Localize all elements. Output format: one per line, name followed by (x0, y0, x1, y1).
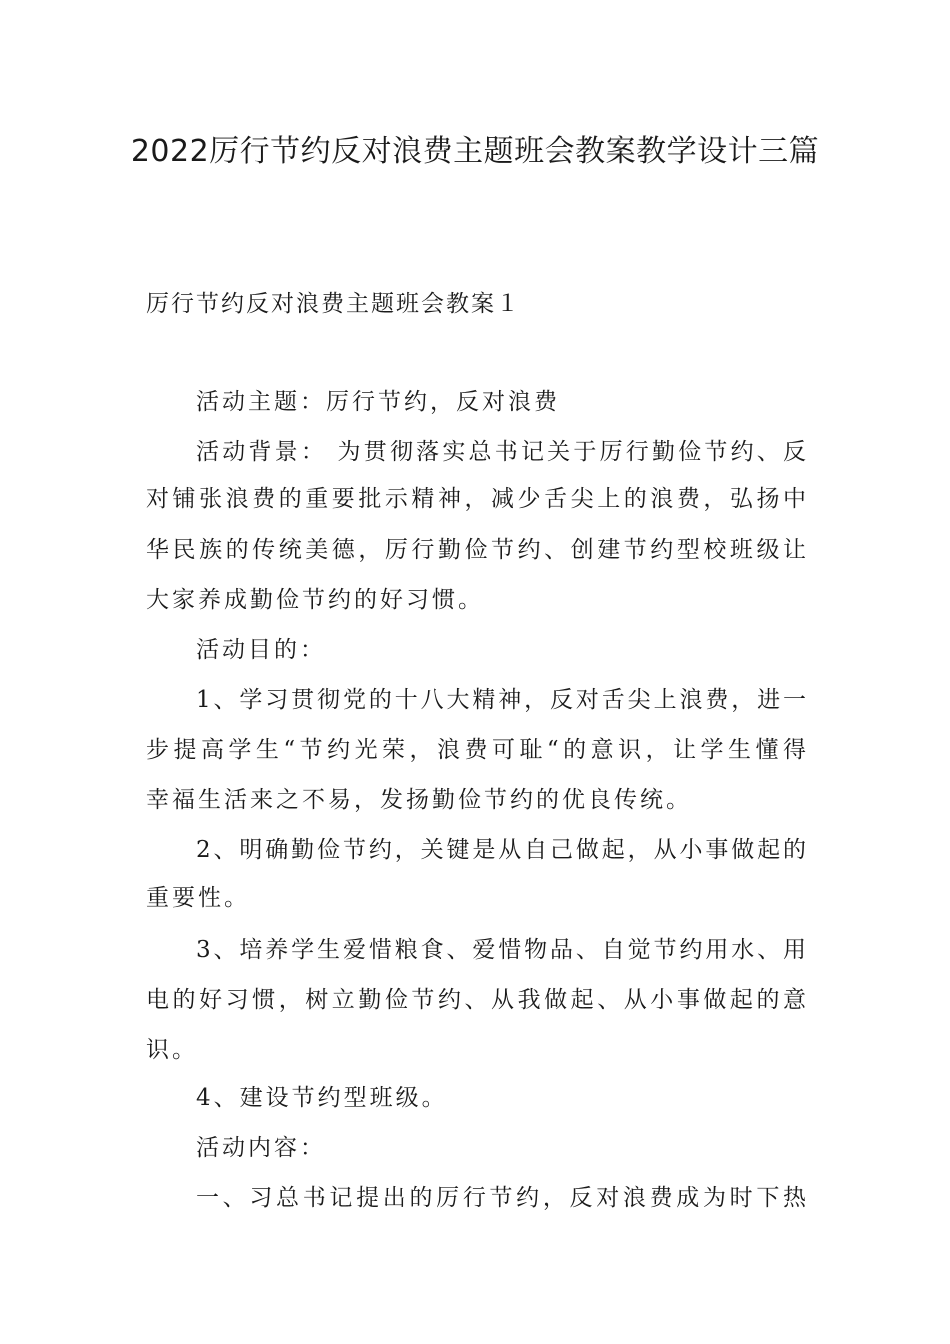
paragraph-line: 重要性。 (146, 885, 250, 911)
paragraph-line: 幸福生活来之不易，发扬勤俭节约的优良传统。 (146, 787, 692, 813)
paragraph-line: 活动背景： 为贯彻落实总书记关于厉行勤俭节约、反 (196, 439, 806, 465)
paragraph-line: 识。 (146, 1037, 198, 1063)
paragraph-line: 4、建设节约型班级。 (196, 1085, 448, 1111)
paragraph-line: 活动主题：厉行节约，反对浪费 (196, 389, 560, 415)
paragraph-line: 电的好习惯，树立勤俭节约、从我做起、从小事做起的意 (146, 987, 806, 1013)
paragraph-line: 步提高学生“节约光荣，浪费可耻“的意识，让学生懂得 (146, 737, 806, 763)
paragraph-line: 大家养成勤俭节约的好习惯。 (146, 587, 484, 613)
paragraph-line: 1、学习贯彻党的十八大精神，反对舌尖上浪费，进一 (196, 687, 806, 713)
paragraph-line: 一、习总书记提出的厉行节约，反对浪费成为时下热 (196, 1185, 806, 1211)
paragraph-line: 2、明确勤俭节约，关键是从自己做起，从小事做起的 (196, 837, 806, 863)
paragraph-line: 对铺张浪费的重要批示精神，减少舌尖上的浪费，弘扬中 (146, 486, 806, 512)
paragraph-line: 3、培养学生爱惜粮食、爱惜物品、自觉节约用水、用 (196, 937, 806, 963)
paragraph-line: 活动目的： (196, 637, 326, 663)
paragraph-line: 活动内容： (196, 1135, 326, 1161)
document-title: 2022厉行节约反对浪费主题班会教案教学设计三篇 (130, 134, 820, 169)
paragraph-line: 华民族的传统美德，厉行勤俭节约、创建节约型校班级让 (146, 537, 806, 563)
section-heading: 厉行节约反对浪费主题班会教案１ (146, 291, 521, 317)
